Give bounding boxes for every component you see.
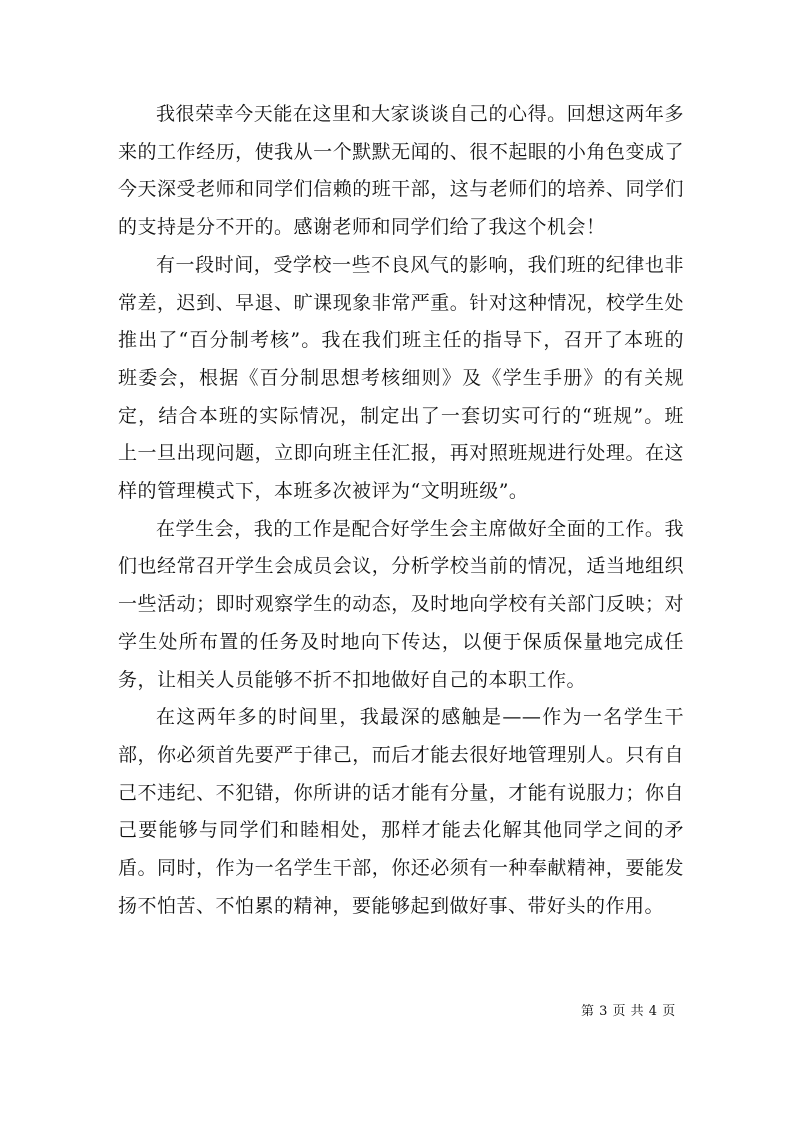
paragraph-1: 我很荣幸今天能在这里和大家谈谈自己的心得。回想这两年多来的工作经历，使我从一个默默无闻的、很不起眼的小角色变成了今天深受老师和同学们信赖的班干部，这与老师们的培养、同学们的支持是分不开的。感谢老师和同学们给了我这个机会！ [118,103,684,239]
paragraph-2: 有一段时间，受学校一些不良风气的影响，我们班的纪律也非常差，迟到、早退、旷课现象非常严重。针对这种情况，校学生处推出了“百分制考核”。我在我们班主任的指导下，召开了本班的班委会，根据《百分制思想考核细则》及《学生手册》的有关规定，结合本班的实际情况，制定出了一套切实可行的“班规”。班上一旦出现问题，立即向班主任汇报，再对照班规进行处理。在这样的管理模式下，本班多次被评为“文明班级”。 [118,253,684,503]
paragraph-4: 在这两年多的时间里，我最深的感触是——作为一名学生干部，你必须首先要严于律己，而后才能去很好地管理别人。只有自己不违纪、不犯错，你所讲的话才能有分量，才能有说服力；你自己要能够与同学们和睦相处，那样才能去化解其他同学之间的矛盾。同时，作为一名学生干部，你还必须有一种奉献精神，要能发扬不怕苦、不怕累的精神，要能够起到做好事、带好头的作用。 [118,706,684,917]
document-body [118,96,684,925]
page-number-footer: 第 3 页 共 4 页 [581,1004,676,1019]
paragraph-3: 在学生会，我的工作是配合好学生会主席做好全面的工作。我们也经常召开学生会成员会议，分析学校当前的情况，适当地组织一些活动；即时观察学生的动态，及时地向学校有关部门反映；对学生处所布置的任务及时地向下传达，以便于保质保量地完成任务，让相关人员能够不折不扣地做好自己的本职工作。 [118,517,684,691]
